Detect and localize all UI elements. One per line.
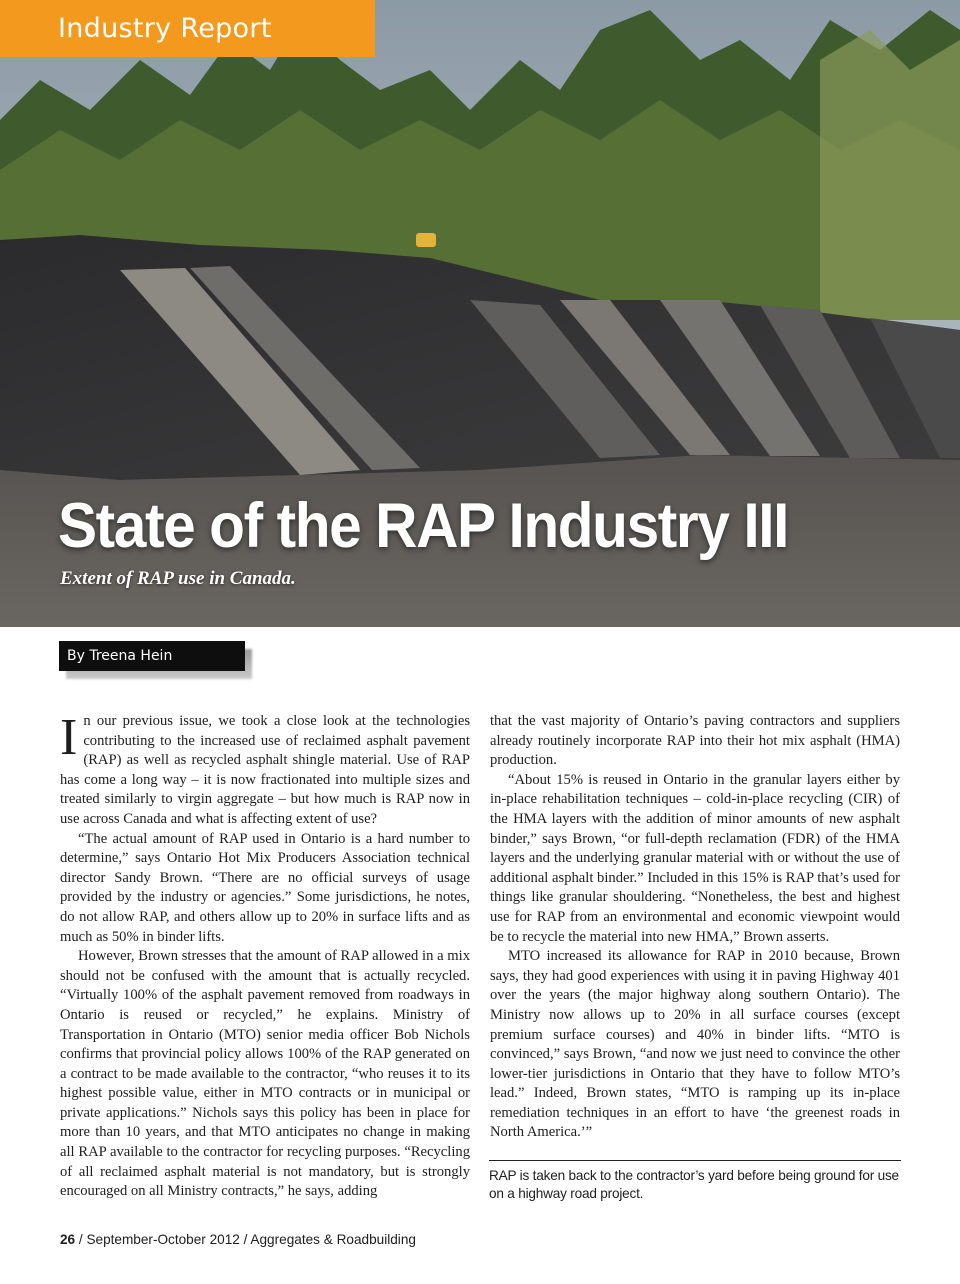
page-number: 26 <box>60 1232 76 1247</box>
page-footer <box>60 1232 416 1247</box>
section-tab: Industry Report <box>0 0 375 57</box>
paragraph: “About 15% is reused in Ontario in the granular layers either by in-place rehabilitation techniques – cold-in-place recycling (CIR) of the HMA layers with the addition of minor amounts of new asphalt binder,” says Brown, “or full-depth reclamation (FDR) of the HMA layers and the underlying granular material with or without the use of additional asphalt binder.” Included in this 15% is RAP that’s used for things like granular shouldering. “Nonetheless, the best and highest use for RAP from an environmental and economic viewpoint would be to recycle the material into new HMA,” Brown asserts. <box>490 771 900 945</box>
photo-caption: RAP is taken back to the contractor’s yard before being ground for use on a highway road project. <box>489 1168 899 1201</box>
caption-divider <box>489 1160 901 1161</box>
article-column-right <box>490 712 900 1143</box>
paragraph: However, Brown stresses that the amount of RAP allowed in a mix should not be confused with the amount that is actually recycled. “Virtually 100% of the asphalt pavement removed from roadways in Ontario is reused or recycled,” he explains. Ministry of Transportation in Ontario (MTO) senior media officer Bob Nichols confirms that provincial policy allows 100% of the RAP generated on a contract to be made available to the contractor, “who reuses it to its highest possible value, either in MTO contracts or in municipal or private applications.” Nichols says this policy has been in place for more than 10 years, and that MTO anticipates no change in making all RAP available to the contractor for recycling purposes. “Recycling of all reclaimed asphalt material is not mandatory, but is strongly encouraged on all Ministry contracts,” he says, adding <box>60 948 470 1200</box>
byline: By Treena Hein <box>59 641 245 671</box>
byline-box <box>59 641 245 671</box>
paragraph: that the vast majority of Ontario’s paving contractors and suppliers already routinely incorporate RAP into their hot mix asphalt (HMA) production. <box>490 713 900 769</box>
article-title: State of the RAP Industry III <box>58 491 789 561</box>
paragraph: In our previous issue, we took a close look at the technologies contributing to the increased use of reclaimed asphalt pavement (RAP) as well as recycled asphalt shingle material. Use of RAP has come a long way – it is now fractionated into multiple sizes and treated similarly to virgin aggregate – but how much is RAP now in use across Canada and what is affecting extent of use? <box>60 709 470 827</box>
article-subtitle: Extent of RAP use in Canada. <box>60 568 296 589</box>
article-column-left <box>60 709 470 1202</box>
publication-info: / September-October 2012 / Aggregates & Roadbuilding <box>75 1232 416 1247</box>
paragraph: “The actual amount of RAP used in Ontario is a hard number to determine,” says Ontario Hot Mix Producers Association technical director Sandy Brown. “There are no official surveys of usage provided by the industry or agencies.” Some jurisdictions, he notes, do not allow RAP, and others allow up to 20% in surface lifts and as much as 50% in binder lifts. <box>60 830 470 945</box>
drop-cap: I <box>60 709 78 766</box>
hero-photo <box>0 0 960 627</box>
paragraph: MTO increased its allowance for RAP in 2010 because, Brown says, they had good experiences with using it in paving Highway 401 over the years (the major highway along southern Ontario). The Ministry now allows up to 20% in all surface courses (except premium surface courses) and 40% in binder lifts. “MTO is convinced,” says Brown, “and now we just need to convince the other lower-tier jurisdictions in Ontario that they have to follow MTO’s lead.” Indeed, Brown states, “MTO is ramping up its in-place remediation techniques in an effort to have ‘the greenest roads in North America.’” <box>490 948 900 1141</box>
